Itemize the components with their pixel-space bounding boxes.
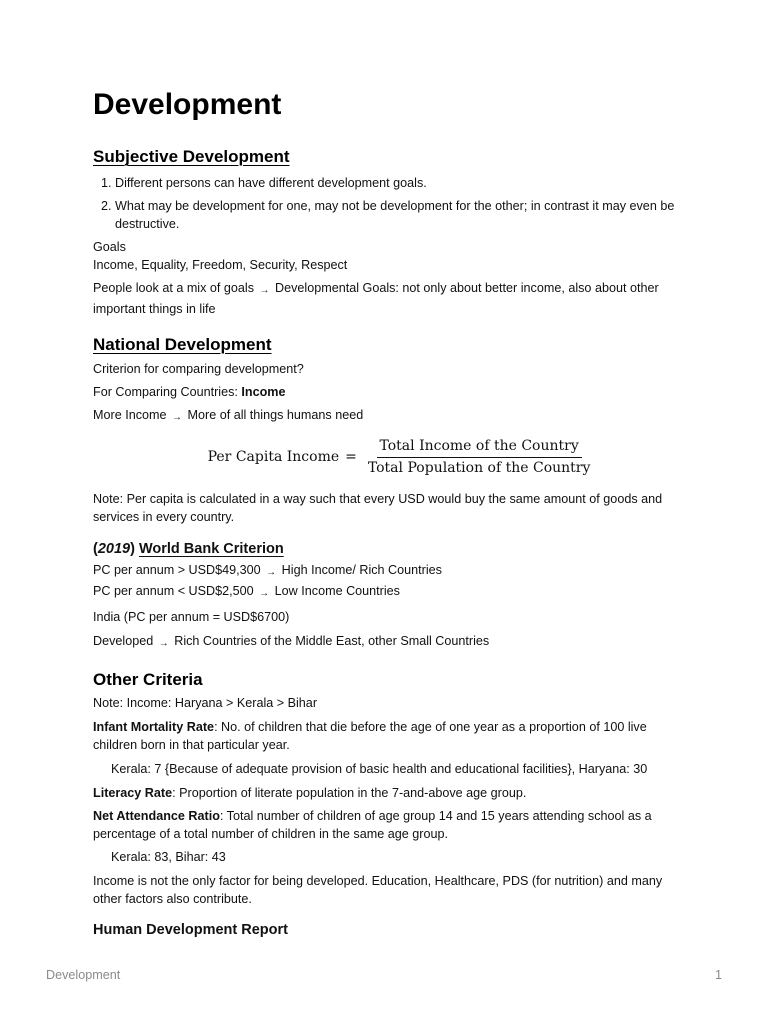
arrow-right-icon: → bbox=[259, 285, 270, 296]
literacy-rate-paragraph: Literacy Rate: Proportion of literate population in the 7-and-above age group. bbox=[93, 786, 527, 800]
goals-list: Income, Equality, Freedom, Security, Respect bbox=[93, 258, 348, 272]
page-number: 1 bbox=[714, 968, 722, 982]
section-heading-hdr: Human Development Report bbox=[93, 922, 288, 938]
formula-numerator: Total Income of the Country bbox=[377, 437, 582, 458]
net-attendance-paragraph: Net Attendance Ratio: Total number of children of age group 14 and 15 years attending school as a percentage of a total number of children in the same age group. bbox=[93, 809, 652, 841]
arrow-right-icon: → bbox=[259, 588, 270, 599]
arrow-right-icon: → bbox=[172, 412, 182, 423]
formula-lhs: Per Capita Income bbox=[207, 449, 340, 465]
income-order-note: Note: Income: Haryana > Kerala > Bihar bbox=[93, 696, 318, 710]
arrow-right-icon: → bbox=[158, 638, 169, 649]
arrow-right-icon: → bbox=[266, 567, 277, 578]
page-content bbox=[93, 84, 678, 940]
per-capita-formula bbox=[123, 437, 678, 477]
formula-equals: = bbox=[345, 449, 357, 465]
list-item: 2. What may be development for one, may not be development for the other; in contrast it may even be destructive. bbox=[115, 197, 678, 233]
formula-denominator: Total Population of the Country bbox=[367, 460, 591, 476]
mix-of-goals-paragraph: People look at a mix of goals → Developmental Goals: not only about better income, also about other important things in life bbox=[93, 281, 659, 316]
infant-mortality-example: Kerala: 7 {Because of adequate provision of basic health and educational facilities}, Haryana: 30 bbox=[111, 762, 648, 776]
goals-label: Goals bbox=[93, 240, 126, 254]
section-heading-world-bank: (2019) World Bank Criterion bbox=[93, 541, 284, 557]
goals-numbered-list bbox=[93, 174, 678, 233]
section-heading-national: National Development bbox=[93, 335, 272, 354]
india-income-line: India (PC per annum = USD$6700) bbox=[93, 610, 290, 624]
high-income-line: PC per annum > USD$49,300 → High Income/ Rich Countries bbox=[93, 561, 678, 582]
formula-fraction bbox=[365, 437, 594, 477]
low-income-line: PC per annum < USD$2,500 → Low Income Countries bbox=[93, 582, 678, 603]
list-item: 1. Different persons can have different development goals. bbox=[115, 174, 678, 192]
per-capita-note: Note: Per capita is calculated in a way such that every USD would buy the same amount of goods and services in every country. bbox=[93, 492, 663, 524]
closing-paragraph: Income is not the only factor for being developed. Education, Healthcare, PDS (for nutrition) and many other factors also contribute. bbox=[93, 874, 663, 906]
criterion-question: Criterion for comparing development? bbox=[93, 362, 304, 376]
comparing-countries-line: For Comparing Countries: Income bbox=[93, 385, 286, 399]
footer-title: Development bbox=[46, 968, 121, 982]
section-heading-other-criteria: Other Criteria bbox=[93, 670, 203, 689]
net-attendance-example: Kerala: 83, Bihar: 43 bbox=[111, 850, 226, 864]
developed-line: Developed → Rich Countries of the Middle East, other Small Countries bbox=[93, 632, 678, 653]
infant-mortality-paragraph: Infant Mortality Rate: No. of children that die before the age of one year as a proportion of 100 live children born in that particular year. bbox=[93, 720, 647, 752]
page-title: Development bbox=[93, 88, 282, 121]
section-heading-subjective: Subjective Development bbox=[93, 147, 290, 166]
more-income-line: More Income → More of all things humans need bbox=[93, 406, 678, 427]
